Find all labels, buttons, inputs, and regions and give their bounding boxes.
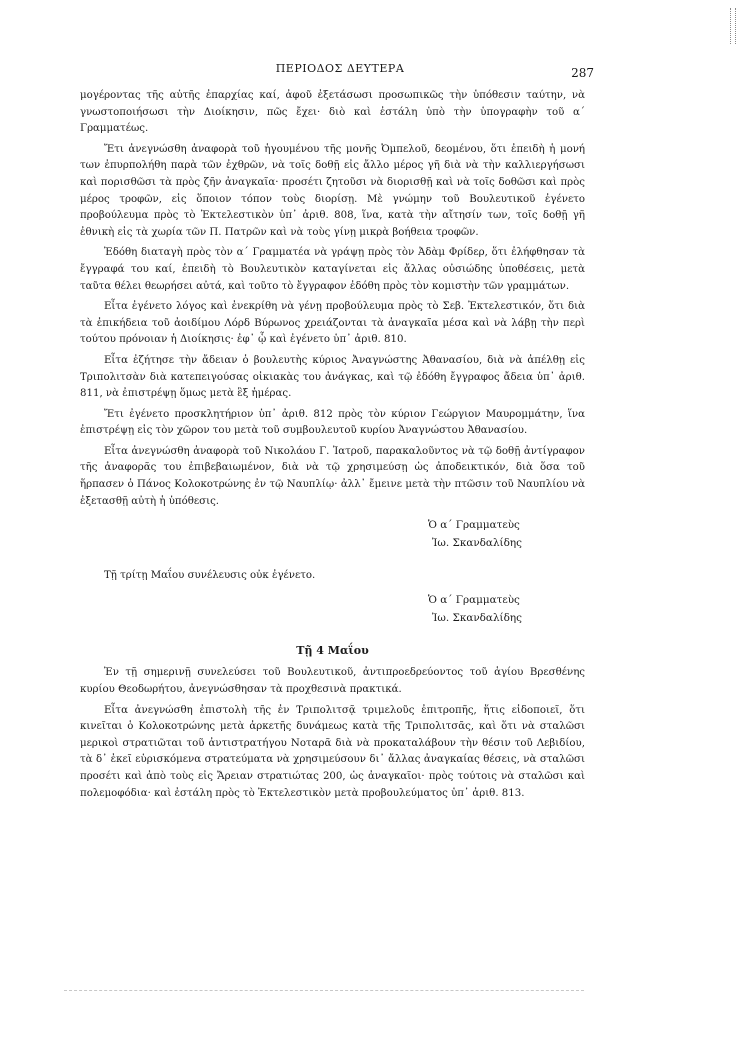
signature-name: Ἰω. Σκανδαλίδης <box>432 537 522 550</box>
paragraph: Ἔτι ἀνεγνώσθη ἀναφορὰ τοῦ ἡγουμένου τῆς μονῆς Ὀμπελοῦ, δεομένου, ὅτι ἐπειδὴ ἡ μονή των ἐπυρπολήθη παρὰ τῶν ἐχθρῶν, νὰ τοῖς δοθῇ εἰς ἄλλο μέρος γῆ διὰ νὰ τὴν καλλιεργήσωσι καὶ πορισθῶσι τὰ πρὸς ζῆν ἀναγκαῖα· προσέτι ζητοῦσι νὰ διορισθῇ καὶ νὰ τοῖς δοθῶσι καὶ πρὸς μέρος τροφῶν, εἰς ὅποιον τόπον τοὺς διορίσῃ. Μὲ γνώμην τοῦ Βουλευτικοῦ ἐγένετο προβούλευμα πρὸς τὸ Ἐκτελεστικὸν ὑπ᾿ ἀριθ. 808, ἵνα, κατὰ τὴν αἴτησίν των, τοῖς δοθῇ γῆ ἐθνικὴ εἰς τὰ χωρία τῶν Π. Πατρῶν καὶ νὰ τοὺς γίνῃ μικρὰ βοήθεια τροφῶν. <box>80 143 585 238</box>
date-heading: Τῇ 4 Μαΐου <box>296 643 369 657</box>
signature-block <box>428 516 585 552</box>
paragraph: Ἐδόθη διαταγὴ πρὸς τὸν α΄ Γραμματέα νὰ γράψῃ πρὸς τὸν Ἀδὰμ Φρίδερ, ὅτι ἐλήφθησαν τὰ ἔγγραφά του καί, ἐπειδὴ τὸ Βουλευτικὸν καταγίνεται εἰς ἄλλας οὐσιώδης ὑποθέσεις, μετὰ ταῦτα θέλει θεωρήσει αὐτά, καὶ τοῦτο τὸ ἔγγραφον ἐδόθη πρὸς τὸν κομιστὴν τῶν γραμμάτων. <box>80 247 585 292</box>
paragraph: Ἐν τῇ σημερινῇ συνελεύσει τοῦ Βουλευτικοῦ, ἀντιπροεδρεύοντος τοῦ ἁγίου Βρεσθένης κυρίου Θεοδωρήτου, ἀνεγνώσθησαν τὰ προχθεσινὰ πρακτικά. <box>80 667 585 696</box>
signature-title: Ὁ α΄ Γραμματεὺς <box>428 593 520 606</box>
paragraph: Εἶτα ἐζήτησε τὴν ἄδειαν ὁ βουλευτὴς κύριος Ἀναγνώστης Ἀθανασίου, διὰ νὰ ἀπέλθῃ εἰς Τριπολιτσὰν διὰ κατεπειγούσας οἰκιακὰς του ἀνάγκας, καὶ τῷ ἐδόθη ἔγγραφος ἄδεια ὑπ᾿ ἀριθ. 811, νὰ ἐπιστρέψῃ ὅμως μετὰ ἓξ ἡμέρας. <box>80 354 585 400</box>
signature-block <box>428 591 585 627</box>
signature-name: Ἰω. Σκανδαλίδης <box>432 611 522 624</box>
document-body <box>80 88 585 806</box>
signature-title: Ὁ α΄ Γραμματεὺς <box>428 519 520 532</box>
no-session-note: Τῇ τρίτῃ Μαΐου συνέλευσις οὐκ ἐγένετο. <box>104 570 316 582</box>
paragraph: μογέροντας τῆς αὐτῆς ἐπαρχίας καί, ἀφοῦ ἐξετάσωσι προσωπικῶς τὴν ὑπόθεσιν ταύτην, νὰ γνωστοποιήσωσι τὴν Διοίκησιν, πῶς ἔχει· διὸ καὶ ἐστάλη ὑπὸ τὴν ὑπογραφὴν τοῦ α΄ Γραμματέως. <box>80 90 585 135</box>
paragraph: Εἶτα ἀνεγνώσθη ἐπιστολὴ τῆς ἐν Τριπολιτσᾷ τριμελοῦς ἐπιτροπῆς, ἥτις εἰδοποιεῖ, ὅτι κινεῖται ὁ Κολοκοτρώνης μετὰ ἀρκετῆς δυνάμεως κατὰ τῆς Τριπολιτσᾶς, καὶ ὅτι νὰ σταλῶσι μερικοὶ στρατιῶται τοῦ ἀντιστρατήγου Νοταρᾶ διὰ νὰ προκαταλάβουν τὴν θέσιν τοῦ Λεβιδίου, τὰ δ᾿ ἐκεῖ εὑρισκόμενα στρατεύματα νὰ χρησιμεύσουν δι᾿ ἄλλας ἀναγκαίας θέσεις, νὰ σταλῶσι προσέτι καὶ ἀπὸ τοὺς εἰς Ἄρειαν στρατιώτας 200, ὡς ἀναγκαῖοι· πρὸς τούτοις νὰ σταλῶσι καὶ πολεμοφόδια· καὶ ἐστάλη πρὸς τὸ Ἐκτελεστικὸν μετὰ προβουλεύματος ὑπ᾿ ἀριθ. 813. <box>80 704 585 799</box>
page-number: 287 <box>571 66 594 80</box>
scan-bottom-rule <box>64 990 584 991</box>
running-title: ΠΕΡΙΟΔΟΣ ΔΕΥΤΕΡΑ <box>275 62 405 75</box>
paragraph: Ἔτι ἐγένετο προσκλητήριον ὑπ᾿ ἀριθ. 812 πρὸς τὸν κύριον Γεώργιον Μαυρομμάτην, ἵνα ἐπιστρέψῃ εἰς τὸν χῶρον του μετὰ τοῦ συμβουλευτοῦ κυρίου Ἀναγνώστου Ἀθανασίου. <box>80 408 585 437</box>
scan-margin-mark <box>730 8 736 44</box>
paragraph: Εἶτα ἀνεγνώσθη ἀναφορὰ τοῦ Νικολάου Γ. Ἰατροῦ, παρακαλοῦντος νὰ τῷ δοθῇ ἀντίγραφον τῆς ἀναφορᾶς του ἐπιβεβαιωμένον, διὰ νὰ τῷ χρησιμεύσῃ ὡς ἀποδεικτικόν, διὰ ὅσα τοῦ ἥρπασεν ὁ Πάνος Κολοκοτρώνης ἐν τῷ Ναυπλίῳ· ἀλλ᾿ ἔμεινε μετὰ τὴν πτῶσιν τοῦ Ναυπλίου νὰ ἐξετασθῇ αὐτὴ ἡ ὑπόθεσις. <box>80 445 585 507</box>
paragraph: Εἶτα ἐγένετο λόγος καὶ ἐνεκρίθη νὰ γένῃ προβούλευμα πρὸς τὸ Σεβ. Ἐκτελεστικόν, ὅτι διὰ τὰ ἐπικήδεια τοῦ ἀοιδίμου Λόρδ Βύρωνος χρειάζονται τὰ ἀναγκαῖα μέσα καὶ νὰ λάβῃ τὴν περὶ τούτου πρόνοιαν ἡ Διοίκησις· ἐφ᾿ ᾧ καὶ ἐγένετο ὑπ᾿ ἀριθ. 810. <box>80 301 585 346</box>
